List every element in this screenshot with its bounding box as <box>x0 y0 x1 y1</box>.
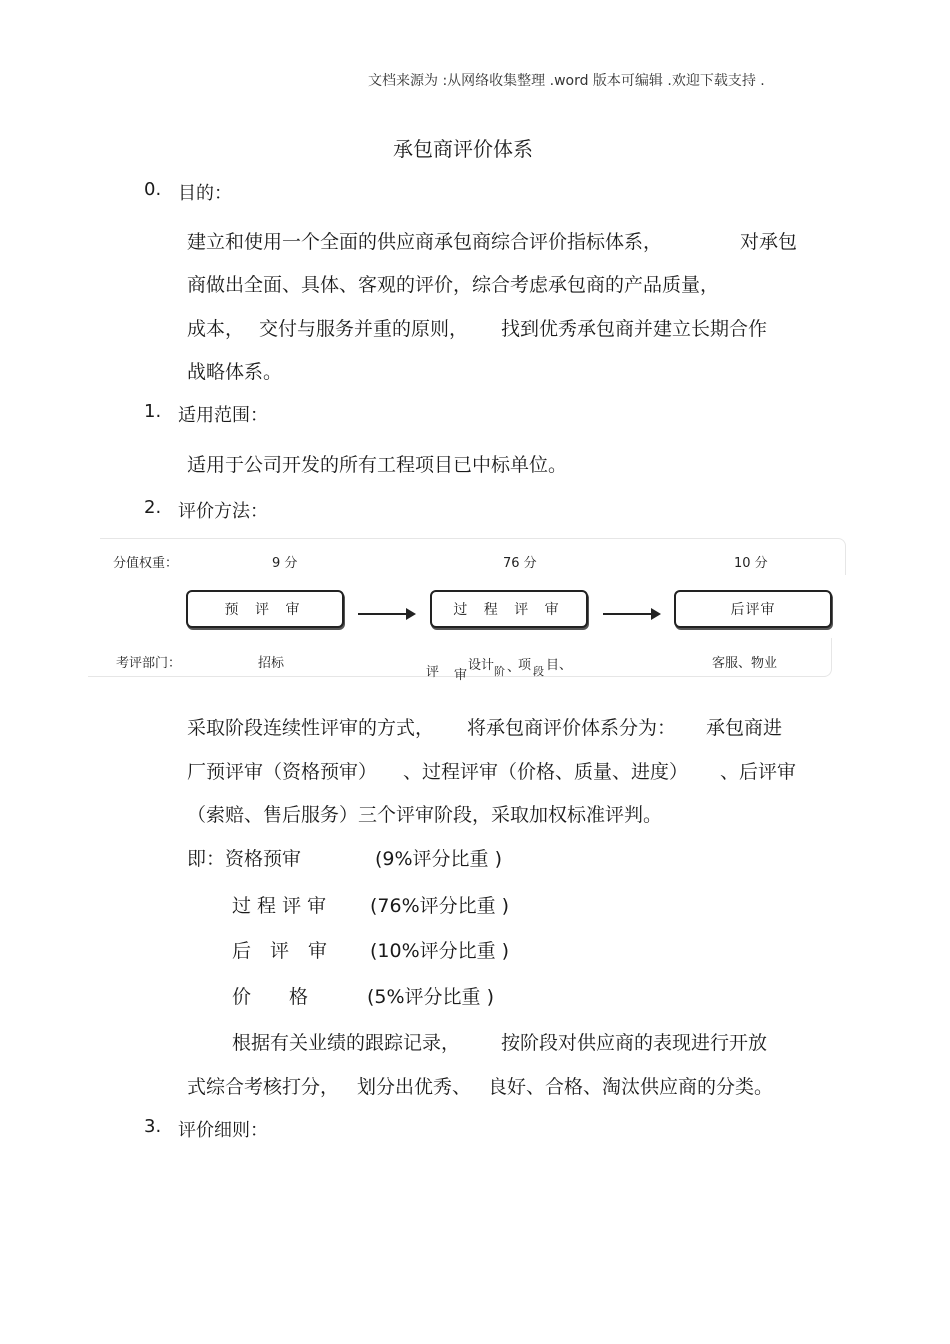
dept-fragment: 、 <box>507 660 521 675</box>
weight-item-name: 价 格 <box>232 986 309 1008</box>
weight-item-value: (10%评分比重 ) <box>370 940 510 962</box>
weight-item-value: (5%评分比重 ) <box>367 986 495 1008</box>
method-line-1b: 将承包商评价体系分为： <box>467 717 677 739</box>
method-line-3: （索赔、售后服务）三个评审阶段，采取加权标准评判。 <box>187 804 663 826</box>
method-line-2a: 厂预评审（资格预审） <box>187 761 378 783</box>
document-title: 承包商评价体系 <box>393 137 533 161</box>
method-line-1a: 采取阶段连续性评审的方式， <box>187 717 435 739</box>
weight-label: 分值权重： <box>113 556 179 571</box>
purpose-line-3a: 成本， <box>187 318 245 340</box>
method-line-2c: 、后评审 <box>720 761 797 783</box>
dept-pre-review: 招标 <box>258 656 285 671</box>
dept-label: 考评部门： <box>116 656 182 671</box>
weight-pre-review: 9 分 <box>272 556 298 571</box>
section-1-number: 1. <box>144 401 162 422</box>
header-note: 文档来源为 :从网络收集整理 .word 版本可编辑 .欢迎下载支持 . <box>368 73 765 89</box>
closing-line-2b: 划分出优秀、 <box>357 1076 472 1098</box>
arrow-right-icon <box>358 613 414 615</box>
section-3-heading: 评价细则： <box>178 1120 268 1141</box>
section-3-number: 3. <box>144 1116 162 1137</box>
weight-post-review: 10 分 <box>734 556 768 571</box>
closing-line-2a: 式综合考核打分， <box>187 1076 340 1098</box>
dept-post-review: 客服、物业 <box>712 656 778 671</box>
dept-fragment: 段 <box>533 665 544 678</box>
arrow-right-icon <box>603 613 659 615</box>
method-line-2b: 、过程评审（价格、质量、进度） <box>403 761 689 783</box>
dept-fragment: 评 <box>426 665 440 680</box>
dept-fragment: 阶 <box>494 665 505 678</box>
purpose-line-3c: 找到优秀承包商并建立长期合作 <box>501 318 768 340</box>
stage-process-review: 过 程 评 审 <box>430 590 588 628</box>
purpose-line-1a: 建立和使用一个全面的供应商承包商综合评价指标体系， <box>187 231 663 253</box>
purpose-line-2: 商做出全面、具体、客观的评价，综合考虑承包商的产品质量， <box>187 274 720 296</box>
dept-fragment: 审 <box>454 668 468 683</box>
dept-fragment: 项 <box>518 658 532 673</box>
weight-process-review: 76 分 <box>503 556 537 571</box>
scope-line: 适用于公司开发的所有工程项目已中标单位。 <box>187 454 568 476</box>
section-1-heading: 适用范围： <box>178 405 268 426</box>
purpose-line-1b: 对承包 <box>740 231 798 253</box>
closing-line-1a: 根据有关业绩的跟踪记录， <box>232 1032 461 1054</box>
section-0-number: 0. <box>144 179 162 200</box>
section-0-heading: 目的： <box>178 183 232 204</box>
purpose-line-3b: 交付与服务并重的原则， <box>259 318 469 340</box>
method-line-1c: 承包商进 <box>706 717 783 739</box>
weight-item-name: 即：资格预审 <box>187 848 302 870</box>
closing-line-1b: 按阶段对供应商的表现进行开放 <box>501 1032 768 1054</box>
purpose-line-4: 战略体系。 <box>187 361 283 383</box>
section-2-number: 2. <box>144 497 162 518</box>
closing-line-2c: 良好、合格、淘汰供应商的分类。 <box>488 1076 774 1098</box>
section-2-heading: 评价方法： <box>178 501 268 522</box>
dept-fragment: 设计 <box>468 658 495 673</box>
stage-post-review: 后评审 <box>674 590 832 628</box>
stage-pre-review: 预 评 审 <box>186 590 344 628</box>
weight-item-name: 过 程 评 审 <box>232 895 327 917</box>
dept-fragment: 目、 <box>546 658 573 673</box>
weight-item-value: (76%评分比重 ) <box>370 895 510 917</box>
weight-item-value: (9%评分比重 ) <box>375 848 503 870</box>
weight-item-name: 后 评 审 <box>232 940 328 962</box>
